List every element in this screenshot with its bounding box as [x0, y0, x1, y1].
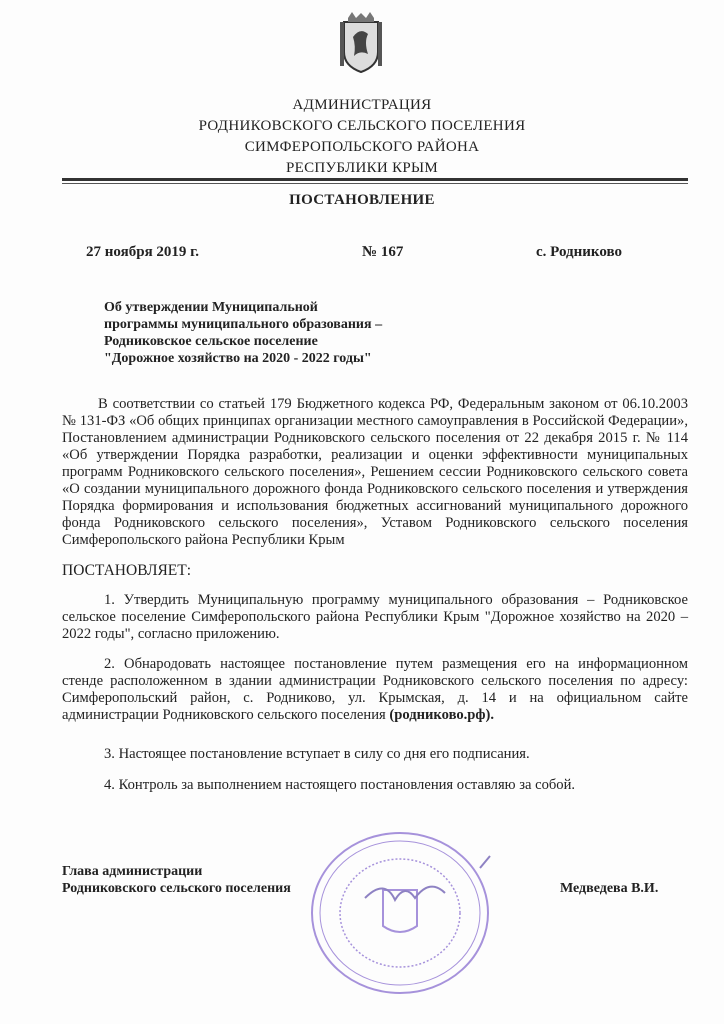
item-2-text: администрации Родниковского сельского поселения — [62, 707, 390, 723]
signatory-position: Родниковского сельского поселения — [62, 881, 291, 896]
official-stamp — [305, 828, 495, 998]
preamble-line: программ Родниковского сельского поселения», Решением сессии Родниковского сельского совета — [62, 464, 688, 480]
preamble-line: «О создании муниципального дорожного фонда Родниковского сельского поселения и утверждения — [62, 481, 688, 497]
header-divider — [62, 178, 688, 181]
preamble-line: Симферопольского района Республики Крым — [62, 532, 345, 548]
document-type: ПОСТАНОВЛЕНИЕ — [289, 192, 435, 208]
item-1-line: 1. Утвердить Муниципальную программу муниципального образования – Родниковское — [104, 592, 688, 608]
preamble-line: «Об утверждении Порядка разработки, реализации и оценки эффективности муниципальных — [62, 447, 688, 463]
item-1-line: сельское поселение Симферопольского района Республики Крым "Дорожное хозяйство на 2020 – — [62, 609, 688, 625]
header-line: РОДНИКОВСКОГО СЕЛЬСКОГО ПОСЕЛЕНИЯ — [198, 118, 526, 134]
title-line: Родниковское сельское поселение — [104, 334, 318, 349]
document-place: с. Родниково — [536, 244, 622, 260]
item-1-line: 2022 годы", согласно приложению. — [62, 626, 280, 642]
header-line: СИМФЕРОПОЛЬСКОГО РАЙОНА — [244, 139, 480, 155]
item-4: 4. Контроль за выполнением настоящего постановления оставляю за собой. — [104, 777, 576, 793]
signatory-name: Медведева В.И. — [560, 881, 659, 896]
signatory-position: Глава администрации — [62, 864, 203, 879]
website-link: (родниково.рф). — [389, 707, 495, 723]
resolves-heading: ПОСТАНОВЛЯЕТ: — [62, 562, 192, 579]
preamble-line: фонда Родниковского сельского поселения», Уставом Родниковского сельского поселения — [62, 515, 688, 531]
preamble-line: В соответствии со статьей 179 Бюджетного кодекса РФ, Федеральным законом от 06.10.2003 — [98, 396, 688, 412]
header-line: АДМИНИСТРАЦИЯ — [292, 97, 432, 113]
title-line: Об утверждении Муниципальной — [104, 300, 318, 315]
header-divider — [62, 183, 688, 184]
document-date: 27 ноября 2019 г. — [86, 244, 200, 260]
document-number: № 167 — [362, 244, 404, 260]
coat-of-arms-icon — [338, 12, 384, 74]
preamble-line: Постановлением администрации Родниковского сельского поселения от 22 декабря 2015 г. № 114 — [62, 430, 688, 446]
title-line: "Дорожное хозяйство на 2020 - 2022 годы" — [104, 351, 372, 366]
item-3: 3. Настоящее постановление вступает в силу со дня его подписания. — [104, 746, 530, 762]
item-2-line: Симферопольский район, с. Родниково, ул. Крымская, д. 14 и на официальном сайте — [62, 690, 688, 706]
item-2-line: 2. Обнародовать настоящее постановление путем размещения его на информационном — [104, 656, 688, 672]
preamble-line: № 131-ФЗ «Об общих принципах организации местного самоуправления в Российской Федерации», — [62, 413, 688, 429]
item-2-line: стенде расположенном в здании администрации Родниковского сельского поселения по адресу: — [62, 673, 688, 689]
item-2-line — [62, 707, 688, 724]
preamble-line: Порядка формирования и использования бюджетных ассигнований муниципального дорожного — [62, 498, 688, 514]
header-line: РЕСПУБЛИКИ КРЫМ — [285, 160, 439, 176]
title-line: программы муниципального образования – — [104, 317, 383, 332]
